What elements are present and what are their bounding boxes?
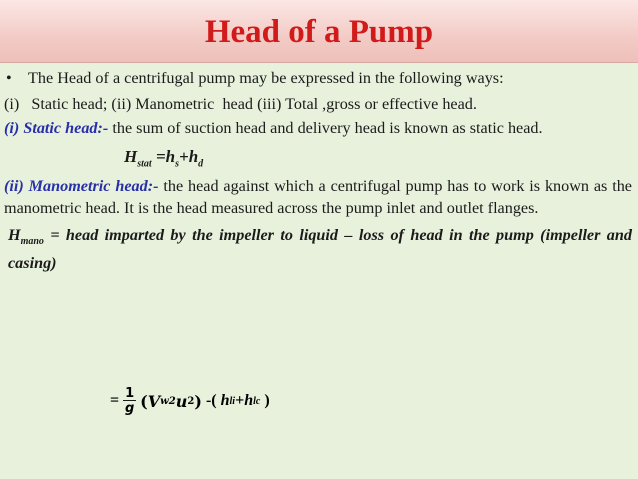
manometric-head-text: the head against which a centrifugal pump has to work is known as the manometric head. It is the head measured across the pump inlet and outlet flanges. (4, 177, 632, 217)
manometric-head-paragraph (4, 176, 632, 219)
title-bar (0, 0, 638, 63)
bullet-text: The Head of a centrifugal pump may be expressed in the following ways: (28, 69, 504, 87)
hmano-definition: $H_{mano}$ = head imparted by the impeller to liquid – loss of head in the pump (impeller and casing) (8, 226, 632, 273)
slide-content (4, 68, 632, 275)
slide-title: Head of a Pump (204, 13, 434, 50)
ways-line: (i) Static head; (ii) Manometric head (iii) Total ,gross or effective head. (4, 94, 477, 113)
static-head-paragraph (4, 118, 632, 140)
static-head-heading: (i) Static head:- (4, 119, 109, 137)
manometric-head-heading: (ii) Manometric head:- (4, 177, 159, 196)
static-head-formula: $H_{stat} =h_s+h_d$ (124, 146, 204, 169)
bullet-icon: • (6, 69, 12, 87)
bullet-point (4, 68, 632, 90)
static-head-text: the sum of suction head and delivery head is known as static head. (108, 119, 543, 137)
manometric-head-formula: = $\frac{1}{g}$ ( V w2 u 2 ) -( h li + h lc ) (110, 386, 270, 416)
fraction: $\frac{1}{g}$ (124, 386, 135, 416)
